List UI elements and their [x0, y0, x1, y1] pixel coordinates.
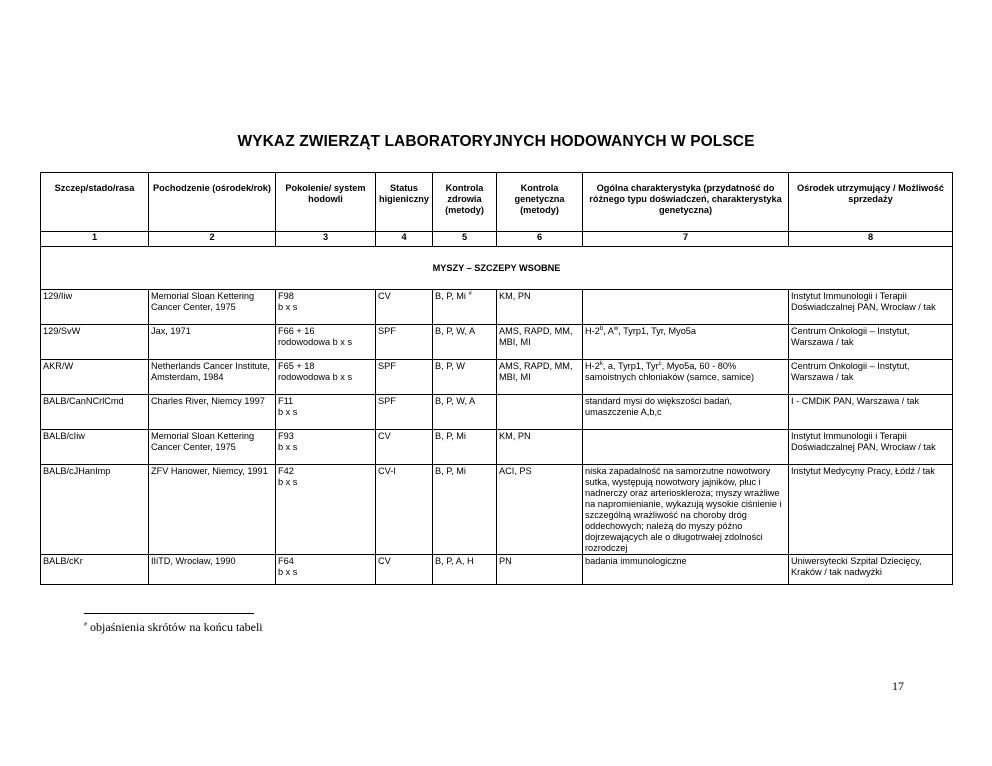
health-control-cell [433, 395, 497, 430]
generation-value: F64 [278, 556, 294, 566]
hygiene-status-cell: CV [376, 290, 433, 325]
column-header: Pokolenie/ system hodowli [276, 173, 376, 232]
table-body [41, 290, 953, 585]
strain-cell: 129/Iiw [41, 290, 149, 325]
table-row [41, 430, 953, 465]
characteristics-cell [583, 290, 789, 325]
footnote-mark: # [84, 622, 87, 628]
health-control-cell [433, 290, 497, 325]
hygiene-status-cell: SPF [376, 395, 433, 430]
footnote [84, 620, 263, 635]
origin-cell: Memorial Sloan Kettering Cancer Center, 1975 [149, 290, 276, 325]
column-number: 2 [149, 232, 276, 247]
generation-value: F65 + 18 [278, 361, 315, 371]
genetic-control-cell: KM, PN [497, 290, 583, 325]
table-header-row [41, 173, 953, 232]
breeding-system: b x s [278, 477, 298, 487]
health-control-cell [433, 465, 497, 555]
generation-value: F66 + 16 [278, 326, 315, 336]
genetic-control-cell: AMS, RAPD, MM, MBI, MI [497, 325, 583, 360]
column-header: Szczep/stado/rasa [41, 173, 149, 232]
column-number: 6 [497, 232, 583, 247]
generation-cell [276, 430, 376, 465]
strains-table [40, 172, 953, 585]
health-control-value: B, P, W, A [435, 396, 476, 406]
table-row [41, 465, 953, 555]
strain-cell: 129/SvW [41, 325, 149, 360]
strain-cell: BALB/cKr [41, 555, 149, 585]
characteristics-text: niska zapadalność na samorzutne nowotwory sutka, występują nowotwory jajników, płuc i nadnerczy oraz arterioskleroza; myszy wrażliwe na napromienianie, wykazują wysokie ciśnienie i szczególną wrażliwość na choroby dróg oddechowych; należą do myszy późno dojrzewających ale o długotrwałej zdolności rozrodczej [585, 466, 782, 553]
health-control-value: B, P, W [435, 361, 465, 371]
column-number: 1 [41, 232, 149, 247]
table-row [41, 555, 953, 585]
center-cell: Instytut Medycyny Pracy, Łódź / tak [789, 465, 953, 555]
breeding-system: b x s [278, 407, 298, 417]
genetic-control-cell: AMS, RAPD, MM, MBI, MI [497, 360, 583, 395]
document-title: WYKAZ ZWIERZĄT LABORATORYJNYCH HODOWANYCH W POLSCE [237, 133, 755, 150]
section-row [41, 247, 953, 290]
origin-cell: Netherlands Cancer Institute, Amsterdam, 1984 [149, 360, 276, 395]
genetic-control-cell: KM, PN [497, 430, 583, 465]
generation-cell [276, 325, 376, 360]
breeding-system: rodowodowa b x s [278, 337, 353, 347]
genetic-control-cell [497, 395, 583, 430]
strain-cell: BALB/cIiw [41, 430, 149, 465]
characteristics-text: badania immunologiczne [585, 556, 687, 566]
generation-value: F98 [278, 291, 294, 301]
column-number: 5 [433, 232, 497, 247]
origin-cell: ZFV Hanower, Niemcy, 1991 [149, 465, 276, 555]
origin-cell: Memorial Sloan Kettering Cancer Center, 1975 [149, 430, 276, 465]
strain-cell: AKR/W [41, 360, 149, 395]
breeding-system: b x s [278, 442, 298, 452]
page-number: 17 [892, 679, 904, 693]
hygiene-status-cell: CV-I [376, 465, 433, 555]
characteristics-cell [583, 465, 789, 555]
health-control-cell [433, 325, 497, 360]
breeding-system: b x s [278, 302, 298, 312]
column-header: Ośrodek utrzymujący / Możliwość sprzedaży [789, 173, 953, 232]
generation-cell [276, 290, 376, 325]
column-number: 8 [789, 232, 953, 247]
column-header: Ogólna charakterystyka (przydatność do różnego typu doświadczeń, charakterystyka genetyczna) [583, 173, 789, 232]
hygiene-status-cell: CV [376, 555, 433, 585]
characteristics-cell [583, 430, 789, 465]
breeding-system: b x s [278, 567, 298, 577]
hygiene-status-cell: SPF [376, 325, 433, 360]
health-control-value: B, P, Mi [435, 431, 466, 441]
generation-cell [276, 555, 376, 585]
footnote-text: objaśnienia skrótów na końcu tabeli [87, 620, 263, 634]
table-row [41, 290, 953, 325]
strain-cell: BALB/CanNCrlCmd [41, 395, 149, 430]
origin-cell: Jax, 1971 [149, 325, 276, 360]
column-header: Status higieniczny [376, 173, 433, 232]
characteristics-text: H-2$^b$, $A^w$, Tyrp1, Tyr, Myo5a [585, 325, 697, 336]
health-control-value: B, P, A, H [435, 556, 474, 566]
characteristics-text: standard mysi do większości badań, umaszczenie A,b,c [585, 396, 733, 417]
column-number-row [41, 232, 953, 247]
table-row [41, 395, 953, 430]
column-header: Kontrola zdrowia (metody) [433, 173, 497, 232]
health-control-cell [433, 360, 497, 395]
generation-value: F42 [278, 466, 294, 476]
characteristics-text: H-2$^k$, a, Tyrp1, Tyr$^c$, Myo5a, 60 - 80% samoistnych chłoniaków (samce, samice) [585, 360, 755, 382]
characteristics-cell [583, 555, 789, 585]
characteristics-cell [583, 325, 789, 360]
health-control-cell [433, 430, 497, 465]
breeding-system: rodowodowa b x s [278, 372, 353, 382]
generation-cell [276, 465, 376, 555]
health-control-cell [433, 555, 497, 585]
column-number: 4 [376, 232, 433, 247]
origin-cell: IIiTD, Wrocław, 1990 [149, 555, 276, 585]
footnote-mark: # [468, 290, 472, 297]
section-title: MYSZY – SZCZEPY WSOBNE [41, 247, 953, 290]
health-control-value: B, P, Mi [435, 466, 466, 476]
center-cell: Centrum Onkologii – Instytut, Warszawa / tak [789, 325, 953, 360]
column-header: Pochodzenie (ośrodek/rok) [149, 173, 276, 232]
generation-value: F93 [278, 431, 294, 441]
genetic-control-cell: PN [497, 555, 583, 585]
health-control-value: B, P, Mi [435, 291, 466, 301]
health-control-value: B, P, W, A [435, 326, 476, 336]
center-cell: Uniwersytecki Szpital Dziecięcy, Kraków / tak nadwyżki [789, 555, 953, 585]
table-row [41, 325, 953, 360]
table-row [41, 360, 953, 395]
strain-cell: BALB/cJHanImp [41, 465, 149, 555]
center-cell: Instytut Immunologii i Terapii Doświadczalnej PAN, Wrocław / tak [789, 430, 953, 465]
column-header: Kontrola genetyczna (metody) [497, 173, 583, 232]
column-number: 3 [276, 232, 376, 247]
footnote-separator [84, 613, 254, 614]
characteristics-cell [583, 395, 789, 430]
generation-cell [276, 360, 376, 395]
characteristics-cell [583, 360, 789, 395]
genetic-control-cell: ACI, PS [497, 465, 583, 555]
origin-cell: Charles River, Niemcy 1997 [149, 395, 276, 430]
hygiene-status-cell: SPF [376, 360, 433, 395]
generation-cell [276, 395, 376, 430]
center-cell: Instytut Immunologii i Terapii Doświadczalnej PAN, Wrocław / tak [789, 290, 953, 325]
generation-value: F11 [278, 396, 294, 406]
center-cell: I - CMDiK PAN, Warszawa / tak [789, 395, 953, 430]
center-cell: Centrum Onkologii – Instytut, Warszawa / tak [789, 360, 953, 395]
hygiene-status-cell: CV [376, 430, 433, 465]
column-number: 7 [583, 232, 789, 247]
